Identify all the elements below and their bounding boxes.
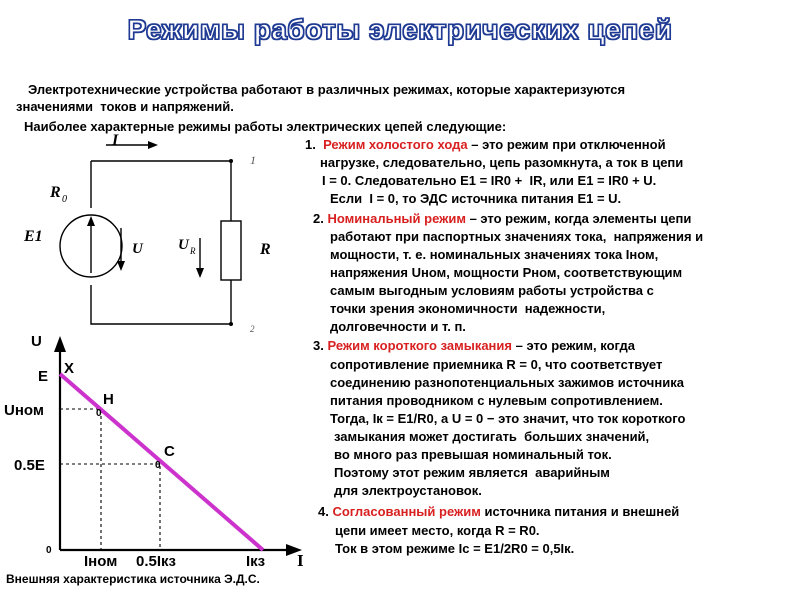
nominal-guide bbox=[60, 409, 101, 550]
x-point-label: X bbox=[64, 360, 75, 377]
emf-arrow-head bbox=[87, 216, 95, 226]
intro-line-2: значениями токов и напряжений. bbox=[16, 99, 234, 114]
mode-3-line-1: 3. Режим короткого замыкания – это режим, когда bbox=[313, 338, 635, 353]
graph-caption: Внешняя характеристика источника Э.Д.С. bbox=[6, 572, 260, 586]
external-characteristic-line bbox=[60, 374, 263, 550]
mode-3-line-5: Тогда, Iк = E1/R0, а U = 0 − это значит, что ток короткого bbox=[330, 411, 686, 426]
mode-2-line-3: мощности, т. е. номинальных значениях тока Iном, bbox=[330, 247, 659, 262]
ur-label: U bbox=[178, 237, 189, 253]
u-label: U bbox=[132, 241, 143, 257]
mode-3-name: Режим короткого замыкания bbox=[327, 338, 512, 353]
resistor-r bbox=[221, 221, 241, 280]
ik-label: Iкз bbox=[246, 553, 266, 570]
mode-4-line-3: Ток в этом режиме Iс = E1/2R0 = 0,5Iк. bbox=[335, 541, 575, 556]
node-1-label: 1 bbox=[250, 153, 256, 167]
circuit-diagram bbox=[20, 128, 280, 340]
inom-label: Iном bbox=[84, 553, 118, 570]
mode-4-line-2: цепи имеет место, когда R = R0. bbox=[335, 523, 540, 538]
intro-line-1: Электротехнические устройства работают в различных режимах, которые характеризуются bbox=[28, 82, 626, 97]
current-label: I bbox=[112, 132, 119, 149]
origin-label: 0 bbox=[46, 545, 52, 556]
intro-line-3: Наиболее характерные режимы работы электрических цепей следующие: bbox=[24, 119, 507, 134]
mode-2-line-1: 2. Номинальный режим – это режим, когда элементы цепи bbox=[313, 211, 692, 226]
mode-2-line-7: долговечности и т. п. bbox=[330, 319, 466, 334]
ur-sub: R bbox=[190, 246, 196, 256]
mode-1-line-4: Если I = 0, то ЭДС источника питания E1 = U. bbox=[330, 191, 622, 206]
r-label: R bbox=[260, 241, 271, 258]
mode-2-line-2: работают при паспортных значениях тока, напряжения и bbox=[330, 229, 704, 244]
mode-4-name: Согласованный режим bbox=[332, 504, 481, 519]
mode-2-line-6: точки зрения экономичности надежности, bbox=[330, 301, 606, 316]
mode-3-line-7: во много раз превышая номинальный ток. bbox=[334, 447, 612, 462]
characteristic-graph bbox=[0, 330, 330, 580]
current-arrow-head bbox=[148, 141, 158, 149]
r0-label: R bbox=[50, 184, 61, 201]
unom-label: Uном bbox=[4, 402, 44, 419]
half-ik-label: 0.5Iкз bbox=[136, 553, 176, 570]
h-point-label: H bbox=[103, 391, 114, 408]
node-2-label: 2 bbox=[250, 324, 255, 334]
u-axis-arrow bbox=[54, 336, 66, 352]
mode-1-line-3: I = 0. Следовательно E1 = IR0 + IR, или E1 = IR0 + U. bbox=[322, 173, 657, 188]
ur-arrow-head bbox=[196, 268, 204, 278]
half-e-label: 0.5E bbox=[14, 457, 45, 474]
page-title: Режимы работы электрических цепей bbox=[127, 14, 673, 45]
h-point-sub: 0 bbox=[96, 408, 102, 419]
mode-1-line-1: 1. Режим холостого хода – это режим при отключенной bbox=[305, 137, 666, 152]
mode-3-line-6: замыкания может достигать больших значений, bbox=[334, 429, 650, 444]
i-axis-label: I bbox=[297, 551, 304, 570]
wire-bottom bbox=[91, 285, 231, 324]
c-point-label: C bbox=[164, 443, 175, 460]
mode-3-line-8: Поэтому этот режим является аварийным bbox=[334, 465, 610, 480]
mode-1-line-2: нагрузке, следовательно, цепь разомкнута, а ток в цепи bbox=[320, 155, 684, 170]
mode-2-line-5: самым выгодным условиям работы устройства с bbox=[330, 283, 654, 298]
e1-label: E1 bbox=[24, 228, 43, 245]
mode-2-line-4: напряжения Uном, мощности Pном, соответствующим bbox=[330, 265, 683, 280]
node-2-dot bbox=[229, 322, 233, 326]
mode-3-line-9: для электроустановок. bbox=[334, 483, 482, 498]
u-axis-label: U bbox=[31, 333, 42, 350]
mode-3-line-2: сопротивление приемника R = 0, что соответствует bbox=[330, 357, 663, 372]
mode-4-line-1: 4. Согласованный режим источника питания и внешней bbox=[318, 504, 680, 519]
u-arrow-head bbox=[117, 261, 125, 271]
e-label: E bbox=[38, 368, 49, 385]
mode-3-line-4: питания проводником с нулевым сопротивлением. bbox=[330, 393, 663, 408]
mode-1-name: Режим холостого хода bbox=[323, 137, 468, 152]
mode-2-name: Номинальный режим bbox=[327, 211, 466, 226]
mode-3-line-3: соединению разнопотенциальных зажимов источника bbox=[330, 375, 684, 390]
node-1-dot bbox=[229, 159, 233, 163]
r0-sub: 0 bbox=[62, 194, 67, 205]
matched-guide bbox=[60, 464, 160, 550]
c-point-sub: 0 bbox=[155, 460, 161, 471]
